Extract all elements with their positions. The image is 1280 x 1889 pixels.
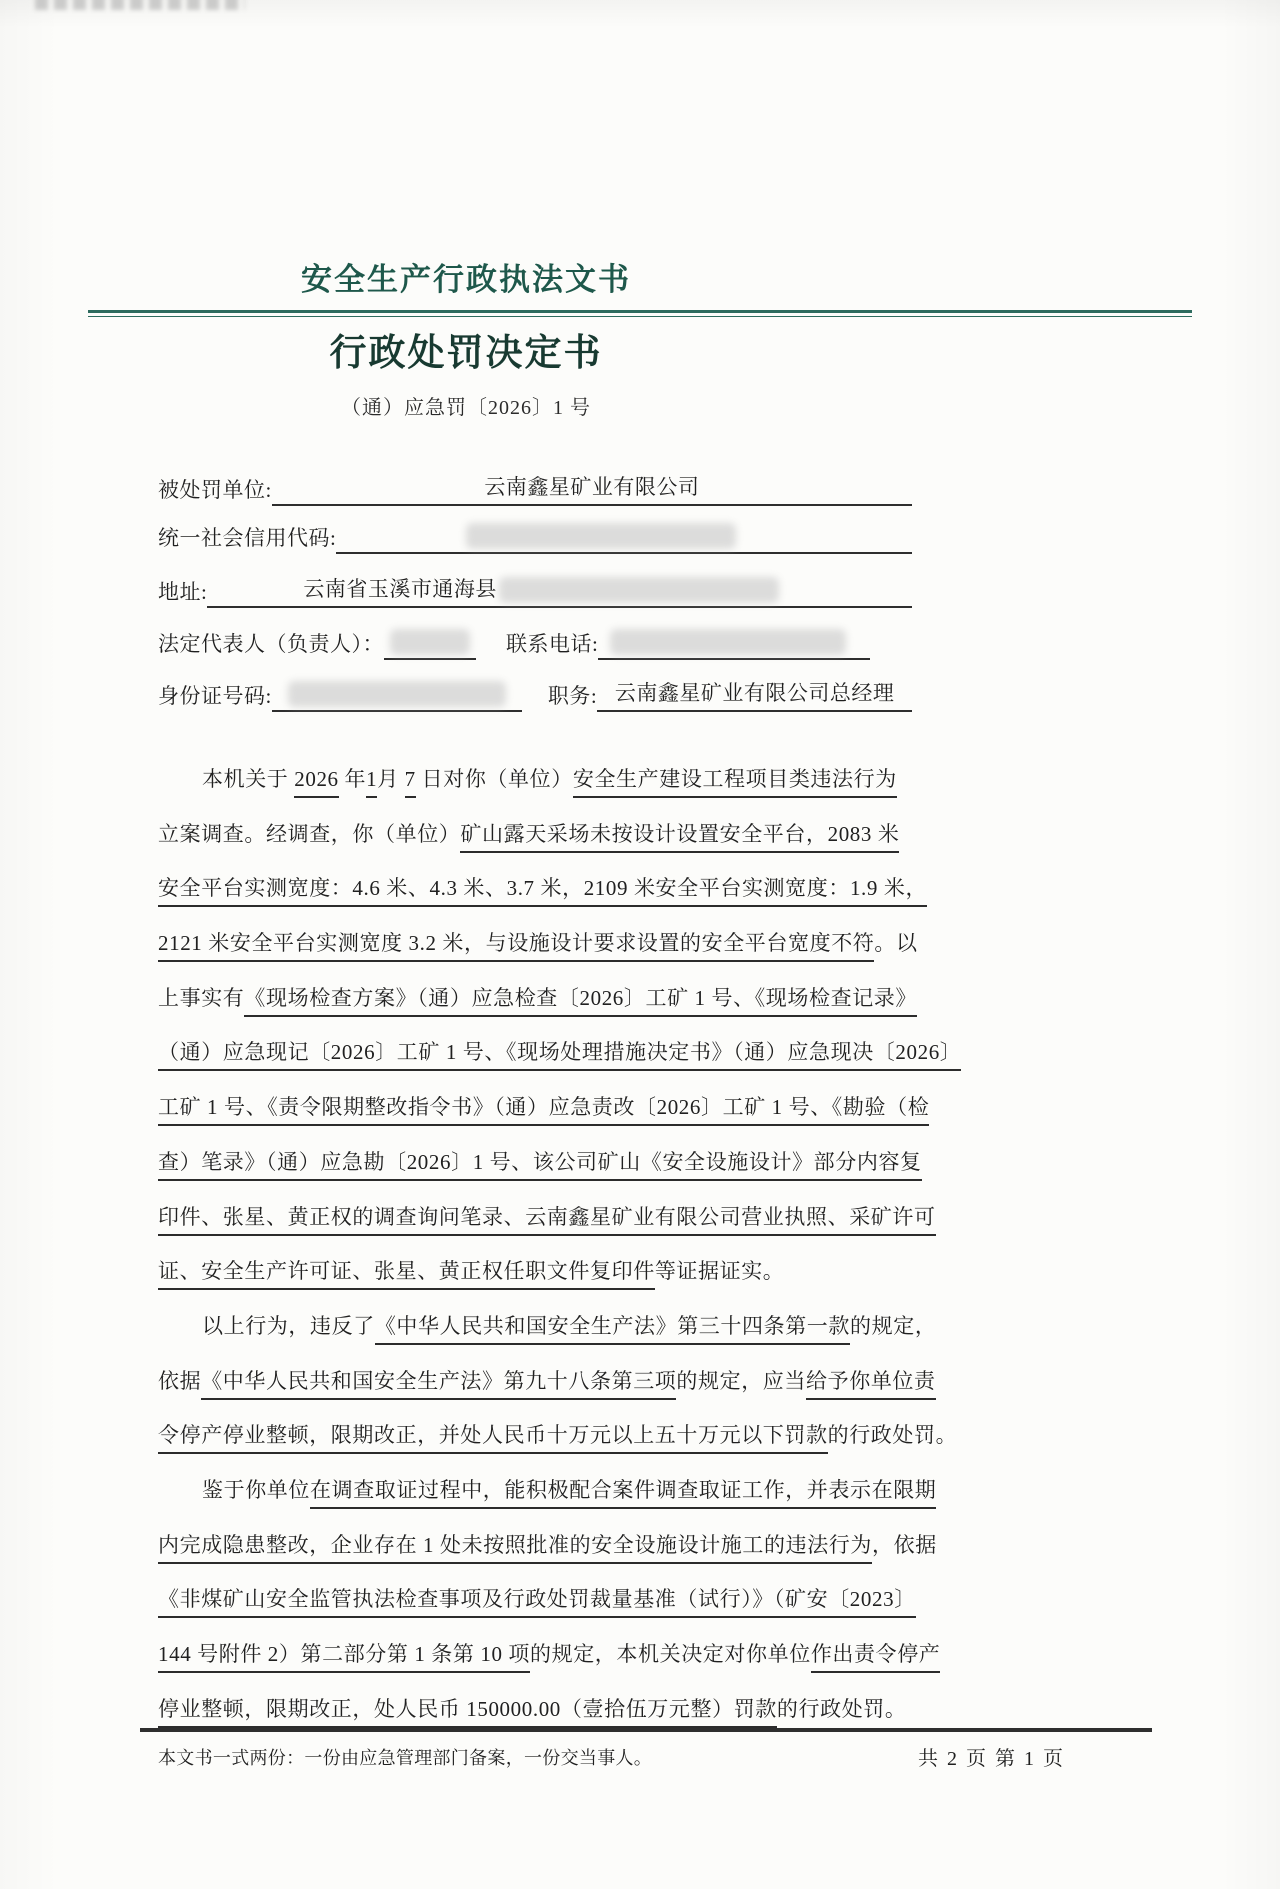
underlined-text-segment: 在调查取证过程中，能积极配合案件调查取证工作，并表示在限期 bbox=[310, 1478, 936, 1509]
legal-rep-label: 法定代表人（负责人）： bbox=[158, 632, 384, 656]
text-segment: ，依据 bbox=[872, 1532, 937, 1557]
redaction-blur bbox=[390, 629, 470, 655]
position-underline bbox=[597, 676, 912, 712]
body-line bbox=[158, 1080, 930, 1135]
text-segment: 以上行为，违反了 bbox=[202, 1313, 375, 1338]
text-segment: 鉴于你单位 bbox=[202, 1477, 310, 1502]
underlined-text-segment: 内完成隐患整改，企业存在 1 处未按照批准的安全设施设计施工的违法行为 bbox=[158, 1533, 872, 1564]
document-title: 行政处罚决定书 bbox=[329, 333, 603, 374]
id-number-underline bbox=[272, 676, 522, 712]
text-segment: 的规定，应当 bbox=[676, 1368, 807, 1393]
redaction-blur bbox=[610, 629, 846, 655]
field-row-credit-code bbox=[158, 516, 912, 554]
credit-code-label: 统一社会信用代码: bbox=[158, 526, 337, 550]
field-row-id-number bbox=[158, 674, 912, 712]
scan-cutoff-artifact bbox=[35, 0, 245, 10]
underlined-text-segment: 证、安全生产许可证、张星、黄正权任职文件复印件 bbox=[158, 1259, 655, 1290]
body-line bbox=[158, 861, 928, 916]
body-line bbox=[158, 1518, 937, 1573]
address-value: 云南省玉溪市通海县 bbox=[303, 577, 497, 601]
text-segment: 的规定， bbox=[850, 1313, 937, 1338]
phone-label: 联系电话: bbox=[506, 632, 599, 656]
address-label: 地址: bbox=[158, 580, 208, 604]
position-value: 云南鑫星矿业有限公司总经理 bbox=[614, 681, 895, 705]
document-series-title: 安全生产行政执法文书 bbox=[301, 262, 631, 297]
underlined-text-segment: 作出责令停产 bbox=[811, 1642, 941, 1673]
body-line bbox=[158, 1299, 937, 1354]
body-line bbox=[158, 971, 918, 1026]
document-number: （通）应急罚〔2026〕1 号 bbox=[341, 397, 591, 419]
underlined-text-segment: 查）笔录》（通）应急勘〔2026〕1 号、该公司矿山《安全设施设计》部分内容复 bbox=[158, 1150, 922, 1181]
body-line bbox=[158, 752, 918, 807]
underlined-text-segment: 《现场检查方案》（通）应急检查〔2026〕工矿 1 号、《现场检查记录》 bbox=[244, 986, 917, 1017]
body-text bbox=[158, 752, 962, 1736]
body-line bbox=[158, 1190, 936, 1245]
text-segment: 依据 bbox=[158, 1368, 202, 1393]
text-segment: 年 bbox=[338, 767, 367, 791]
penalized-unit-underline bbox=[272, 470, 912, 506]
text-segment: 上事实有 bbox=[158, 985, 245, 1010]
penalized-unit-value: 云南鑫星矿业有限公司 bbox=[484, 475, 700, 499]
text-segment: 日对你（单位） bbox=[415, 767, 573, 791]
position-label: 职务: bbox=[547, 684, 598, 708]
field-row-legal-rep bbox=[158, 622, 912, 660]
text-segment: 本机关于 bbox=[202, 767, 295, 791]
page-number: 共 2 页 第 1 页 bbox=[918, 1748, 1065, 1770]
body-line bbox=[158, 1572, 918, 1627]
underlined-text-segment: 7 bbox=[405, 767, 416, 798]
underlined-text-segment: 令停产停业整顿，限期改正，并处人民币十万元以上五十万元以下罚款 bbox=[158, 1423, 828, 1454]
underlined-text-segment: 1 bbox=[366, 767, 377, 798]
underlined-text-segment: 安全生产建设工程项目类违法行为 bbox=[573, 767, 897, 798]
underlined-text-segment: 《非煤矿山安全监管执法检查事项及行政处罚裁量基准（试行）》（矿安〔2023〕 bbox=[158, 1587, 916, 1618]
redaction-blur bbox=[499, 577, 779, 603]
body-line bbox=[158, 1627, 941, 1682]
footer-separator-rule bbox=[140, 1728, 1152, 1732]
body-line bbox=[158, 1244, 918, 1299]
text-segment: 月 bbox=[377, 767, 405, 791]
underlined-text-segment: 2121 米安全平台实测宽度 3.2 米，与设施设计要求设置的安全平台宽度不符 bbox=[158, 931, 874, 962]
body-line bbox=[158, 1463, 937, 1518]
text-segment: 。以 bbox=[874, 931, 918, 956]
legal-rep-underline bbox=[384, 624, 476, 660]
body-line bbox=[158, 916, 918, 971]
address-underline bbox=[207, 572, 912, 608]
underlined-text-segment: 安全平台实测宽度：4.6 米、4.3 米、3.7 米，2109 米安全平台实测宽度：1.9 米， bbox=[158, 876, 927, 907]
underlined-text-segment: 144 号附件 2）第二部分第 1 条第 10 项 bbox=[158, 1642, 530, 1673]
underlined-text-segment: 停业整顿，限期改正，处人民币 150000.00（壹拾伍万元整）罚款 bbox=[158, 1697, 777, 1728]
underlined-text-segment: （通）应急现记〔2026〕工矿 1 号、《现场处理措施决定书》（通）应急现决〔2026〕 bbox=[158, 1040, 961, 1071]
underlined-text-segment: 2026 bbox=[294, 767, 338, 798]
id-number-label: 身份证号码: bbox=[158, 684, 272, 708]
underlined-text-segment: 矿山露天采场未按设计设置安全平台，2083 米 bbox=[460, 822, 899, 853]
phone-underline bbox=[598, 624, 870, 660]
underlined-text-segment: 《中华人民共和国安全生产法》第三十四条第一款 bbox=[375, 1314, 850, 1345]
body-line bbox=[158, 1135, 922, 1190]
redaction-blur bbox=[466, 523, 736, 549]
body-line bbox=[158, 807, 918, 862]
credit-code-underline bbox=[336, 518, 912, 554]
text-segment: 的行政处罚。 bbox=[827, 1423, 958, 1448]
redaction-blur bbox=[288, 681, 506, 707]
body-line bbox=[158, 1408, 958, 1463]
text-segment: 的规定，本机关决定对你单位 bbox=[530, 1642, 811, 1666]
penalized-unit-label: 被处罚单位: bbox=[158, 478, 272, 502]
field-row-address bbox=[158, 570, 912, 608]
body-line bbox=[158, 1354, 936, 1409]
underlined-text-segment: 给予你单位责 bbox=[806, 1369, 936, 1400]
underlined-text-segment: 印件、张星、黄正权的调查询问笔录、云南鑫星矿业有限公司营业执照、采矿许可 bbox=[158, 1205, 936, 1236]
body-line bbox=[158, 1025, 962, 1080]
field-row-penalized-unit bbox=[158, 468, 912, 506]
underlined-text-segment: 工矿 1 号、《责令限期整改指令书》（通）应急责改〔2026〕工矿 1 号、《勘验（检 bbox=[158, 1095, 929, 1126]
text-segment: 立案调查。经调查，你（单位） bbox=[158, 821, 461, 846]
text-segment: 等证据证实。 bbox=[654, 1259, 785, 1284]
text-segment: 的行政处罚。 bbox=[776, 1696, 907, 1721]
underlined-text-segment: 《中华人民共和国安全生产法》第九十八条第三项 bbox=[201, 1369, 676, 1400]
title-double-rule bbox=[88, 310, 1192, 317]
footer-copies-note: 本文书一式两份：一份由应急管理部门备案，一份交当事人。 bbox=[158, 1748, 653, 1768]
